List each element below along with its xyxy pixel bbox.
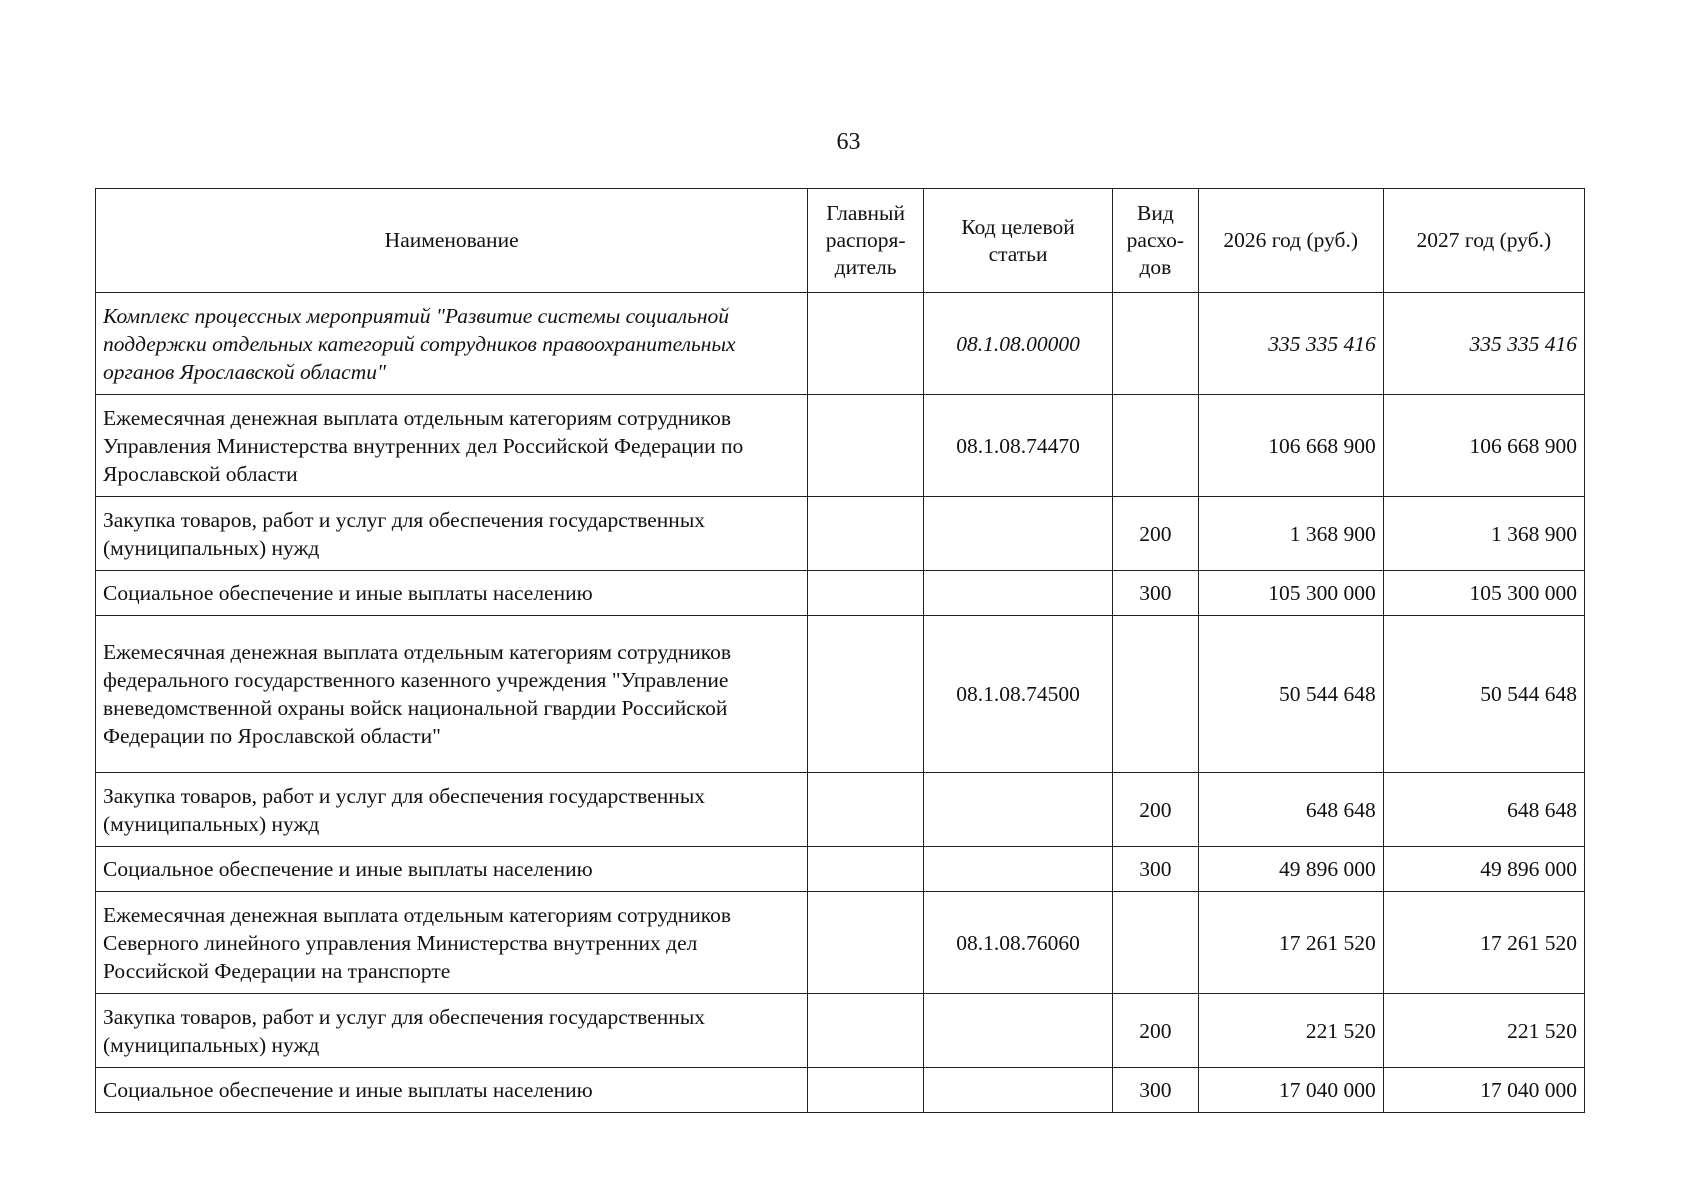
cell-name: Социальное обеспечение и иные выплаты населению — [96, 1068, 808, 1113]
table-row — [96, 395, 1585, 497]
cell-admin — [808, 293, 924, 395]
cell-admin — [808, 773, 924, 847]
header-admin: Главный распоря-дитель — [808, 189, 924, 293]
cell-admin — [808, 395, 924, 497]
table-row — [96, 571, 1585, 616]
cell-name: Комплекс процессных мероприятий "Развитие системы социальной поддержки отдельных категорий сотрудников правоохранительных органов Ярославской области" — [96, 293, 808, 395]
page-number: 63 — [836, 129, 861, 155]
cell-name: Закупка товаров, работ и услуг для обеспечения государственных (муниципальных) нужд — [96, 773, 808, 847]
cell-2027: 17 040 000 — [1383, 1068, 1584, 1113]
header-kind: Вид расхо-дов — [1113, 189, 1199, 293]
cell-2027: 1 368 900 — [1383, 497, 1584, 571]
header-code: Код целевой статьи — [923, 189, 1112, 293]
header-name: Наименование — [96, 189, 808, 293]
cell-2026: 50 544 648 — [1198, 616, 1383, 773]
cell-2026: 106 668 900 — [1198, 395, 1383, 497]
table-row — [96, 1068, 1585, 1113]
table-row — [96, 892, 1585, 994]
cell-name: Закупка товаров, работ и услуг для обеспечения государственных (муниципальных) нужд — [96, 497, 808, 571]
cell-kind — [1113, 293, 1199, 395]
cell-admin — [808, 1068, 924, 1113]
cell-2027: 221 520 — [1383, 994, 1584, 1068]
table-row — [96, 616, 1585, 773]
table-header-row — [96, 189, 1585, 293]
cell-admin — [808, 616, 924, 773]
cell-kind: 300 — [1113, 847, 1199, 892]
cell-2026: 648 648 — [1198, 773, 1383, 847]
cell-2026: 1 368 900 — [1198, 497, 1383, 571]
cell-2027: 648 648 — [1383, 773, 1584, 847]
cell-code — [923, 497, 1112, 571]
cell-kind: 300 — [1113, 1068, 1199, 1113]
budget-table — [95, 188, 1585, 1113]
cell-2027: 17 261 520 — [1383, 892, 1584, 994]
cell-admin — [808, 847, 924, 892]
cell-code: 08.1.08.00000 — [923, 293, 1112, 395]
cell-admin — [808, 994, 924, 1068]
cell-2026: 17 261 520 — [1198, 892, 1383, 994]
table-row — [96, 497, 1585, 571]
header-2027: 2027 год (руб.) — [1383, 189, 1584, 293]
cell-2026: 221 520 — [1198, 994, 1383, 1068]
cell-code: 08.1.08.74470 — [923, 395, 1112, 497]
cell-kind — [1113, 395, 1199, 497]
cell-name: Ежемесячная денежная выплата отдельным категориям сотрудников федерального государственного казенного учреждения "Управление вневедомственной охраны войск национальной гвардии Российской Федерации по Ярославской области" — [96, 616, 808, 773]
table-row — [96, 293, 1585, 395]
cell-2027: 105 300 000 — [1383, 571, 1584, 616]
table-row — [96, 994, 1585, 1068]
cell-kind: 200 — [1113, 497, 1199, 571]
cell-code — [923, 773, 1112, 847]
cell-name: Социальное обеспечение и иные выплаты населению — [96, 847, 808, 892]
cell-code — [923, 571, 1112, 616]
cell-code: 08.1.08.74500 — [923, 616, 1112, 773]
cell-name: Ежемесячная денежная выплата отдельным категориям сотрудников Северного линейного управления Министерства внутренних дел Российской Федерации на транспорте — [96, 892, 808, 994]
table-row — [96, 773, 1585, 847]
cell-2026: 17 040 000 — [1198, 1068, 1383, 1113]
cell-2026: 49 896 000 — [1198, 847, 1383, 892]
cell-kind — [1113, 616, 1199, 773]
cell-admin — [808, 497, 924, 571]
cell-2026: 335 335 416 — [1198, 293, 1383, 395]
cell-code — [923, 847, 1112, 892]
cell-kind: 200 — [1113, 773, 1199, 847]
cell-kind: 300 — [1113, 571, 1199, 616]
header-2026: 2026 год (руб.) — [1198, 189, 1383, 293]
cell-2026: 105 300 000 — [1198, 571, 1383, 616]
cell-code: 08.1.08.76060 — [923, 892, 1112, 994]
cell-name: Закупка товаров, работ и услуг для обеспечения государственных (муниципальных) нужд — [96, 994, 808, 1068]
cell-name: Ежемесячная денежная выплата отдельным категориям сотрудников Управления Министерства внутренних дел Российской Федерации по Ярославской области — [96, 395, 808, 497]
cell-code — [923, 994, 1112, 1068]
cell-admin — [808, 571, 924, 616]
cell-2027: 335 335 416 — [1383, 293, 1584, 395]
cell-code — [923, 1068, 1112, 1113]
cell-2027: 50 544 648 — [1383, 616, 1584, 773]
cell-admin — [808, 892, 924, 994]
cell-2027: 49 896 000 — [1383, 847, 1584, 892]
table-row — [96, 847, 1585, 892]
cell-kind: 200 — [1113, 994, 1199, 1068]
cell-2027: 106 668 900 — [1383, 395, 1584, 497]
cell-name: Социальное обеспечение и иные выплаты населению — [96, 571, 808, 616]
cell-kind — [1113, 892, 1199, 994]
